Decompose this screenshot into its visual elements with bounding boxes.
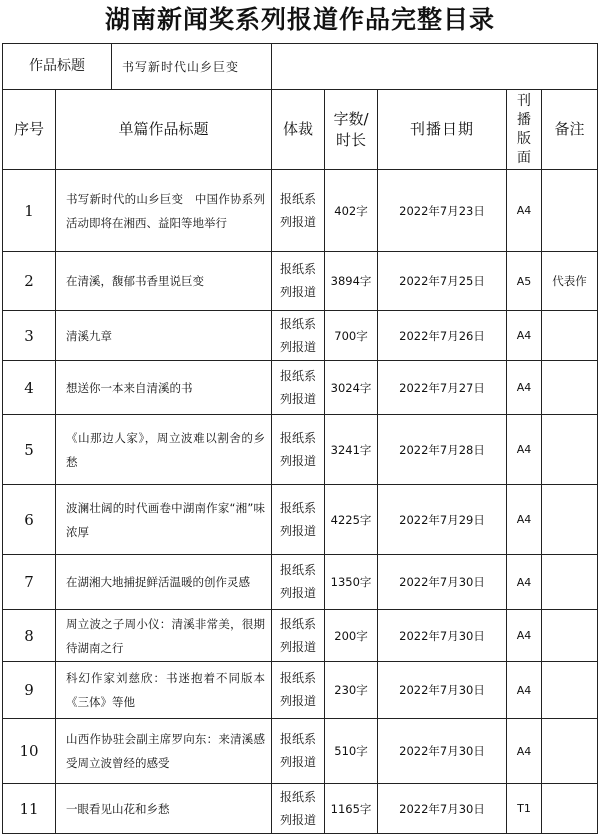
table-row [3, 784, 598, 834]
row-note [542, 719, 598, 784]
row-date: 2022年7月30日 [378, 719, 507, 784]
row-article-title: 波澜壮阔的时代画卷中湖南作家“湘”味浓厚 [56, 485, 272, 555]
header-date: 刊播日期 [378, 90, 507, 170]
row-length: 402字 [325, 170, 378, 252]
row-seq: 6 [3, 485, 56, 555]
row-note [542, 610, 598, 662]
row-page: A4 [507, 311, 542, 361]
row-note [542, 311, 598, 361]
row-seq: 8 [3, 610, 56, 662]
catalog-table [2, 43, 598, 834]
row-length: 3894字 [325, 252, 378, 311]
row-seq: 11 [3, 784, 56, 834]
table-row [3, 719, 598, 784]
row-note [542, 485, 598, 555]
row-seq: 2 [3, 252, 56, 311]
row-date: 2022年7月30日 [378, 610, 507, 662]
row-page: A5 [507, 252, 542, 311]
row-date: 2022年7月30日 [378, 784, 507, 834]
row-note [542, 361, 598, 415]
row-length: 510字 [325, 719, 378, 784]
row-seq: 9 [3, 662, 56, 719]
row-genre: 报纸系列报道 [272, 361, 325, 415]
row-date: 2022年7月30日 [378, 662, 507, 719]
row-genre: 报纸系列报道 [272, 485, 325, 555]
work-title-row [3, 44, 598, 90]
table-row [3, 361, 598, 415]
row-date: 2022年7月28日 [378, 415, 507, 485]
row-genre: 报纸系列报道 [272, 311, 325, 361]
row-genre: 报纸系列报道 [272, 415, 325, 485]
row-page: A4 [507, 555, 542, 610]
row-note [542, 662, 598, 719]
row-date: 2022年7月29日 [378, 485, 507, 555]
row-length: 230字 [325, 662, 378, 719]
work-title-value: 书写新时代山乡巨变 [122, 60, 240, 74]
row-page: T1 [507, 784, 542, 834]
row-page: A4 [507, 485, 542, 555]
row-note [542, 784, 598, 834]
row-genre: 报纸系列报道 [272, 719, 325, 784]
row-article-title: 《山那边人家》，周立波难以割舍的乡愁 [56, 415, 272, 485]
row-length: 4225字 [325, 485, 378, 555]
row-seq: 5 [3, 415, 56, 485]
table-row [3, 662, 598, 719]
row-page: A4 [507, 415, 542, 485]
row-article-title: 想送你一本来自清溪的书 [56, 361, 272, 415]
row-page: A4 [507, 170, 542, 252]
row-seq: 1 [3, 170, 56, 252]
row-note [542, 555, 598, 610]
row-length: 1350字 [325, 555, 378, 610]
row-article-title: 书写新时代的山乡巨变 中国作协系列活动即将在湘西、益阳等地举行 [56, 170, 272, 252]
table-row [3, 415, 598, 485]
header-genre: 体裁 [272, 90, 325, 170]
row-article-title: 在清溪，馥郁书香里说巨变 [56, 252, 272, 311]
row-article-title: 科幻作家刘慈欣：书迷抱着不同版本《三体》等他 [56, 662, 272, 719]
row-date: 2022年7月30日 [378, 555, 507, 610]
header-article-title: 单篇作品标题 [56, 90, 272, 170]
row-note [542, 415, 598, 485]
header-length: 字数/时长 [325, 90, 378, 170]
row-length: 700字 [325, 311, 378, 361]
header-note: 备注 [542, 90, 598, 170]
row-length: 3241字 [325, 415, 378, 485]
row-article-title: 在湖湘大地捕捉鲜活温暖的创作灵感 [56, 555, 272, 610]
row-date: 2022年7月25日 [378, 252, 507, 311]
table-row [3, 252, 598, 311]
header-seq: 序号 [3, 90, 56, 170]
row-page: A4 [507, 719, 542, 784]
row-date: 2022年7月26日 [378, 311, 507, 361]
table-row [3, 610, 598, 662]
table-row [3, 555, 598, 610]
row-date: 2022年7月27日 [378, 361, 507, 415]
row-page: A4 [507, 361, 542, 415]
row-seq: 10 [3, 719, 56, 784]
row-article-title: 周立波之子周小仪：清溪非常美，很期待湖南之行 [56, 610, 272, 662]
row-genre: 报纸系列报道 [272, 170, 325, 252]
table-row [3, 485, 598, 555]
row-note [542, 170, 598, 252]
row-date: 2022年7月23日 [378, 170, 507, 252]
document-title: 湖南新闻奖系列报道作品完整目录 [104, 5, 495, 34]
row-genre: 报纸系列报道 [272, 555, 325, 610]
row-length: 3024字 [325, 361, 378, 415]
row-seq: 7 [3, 555, 56, 610]
row-genre: 报纸系列报道 [272, 252, 325, 311]
row-article-title: 山西作协驻会副主席罗向东：来清溪感受周立波曾经的感受 [56, 719, 272, 784]
header-row [3, 90, 598, 170]
row-page: A4 [507, 610, 542, 662]
header-page: 刊播版面 [507, 90, 542, 170]
row-article-title: 清溪九章 [56, 311, 272, 361]
table-row [3, 170, 598, 252]
row-genre: 报纸系列报道 [272, 610, 325, 662]
row-note: 代表作 [542, 252, 598, 311]
row-length: 200字 [325, 610, 378, 662]
work-title-label: 作品标题 [3, 44, 112, 89]
row-page: A4 [507, 662, 542, 719]
row-seq: 3 [3, 311, 56, 361]
row-genre: 报纸系列报道 [272, 784, 325, 834]
row-seq: 4 [3, 361, 56, 415]
table-row [3, 311, 598, 361]
row-article-title: 一眼看见山花和乡愁 [56, 784, 272, 834]
row-genre: 报纸系列报道 [272, 662, 325, 719]
row-length: 1165字 [325, 784, 378, 834]
